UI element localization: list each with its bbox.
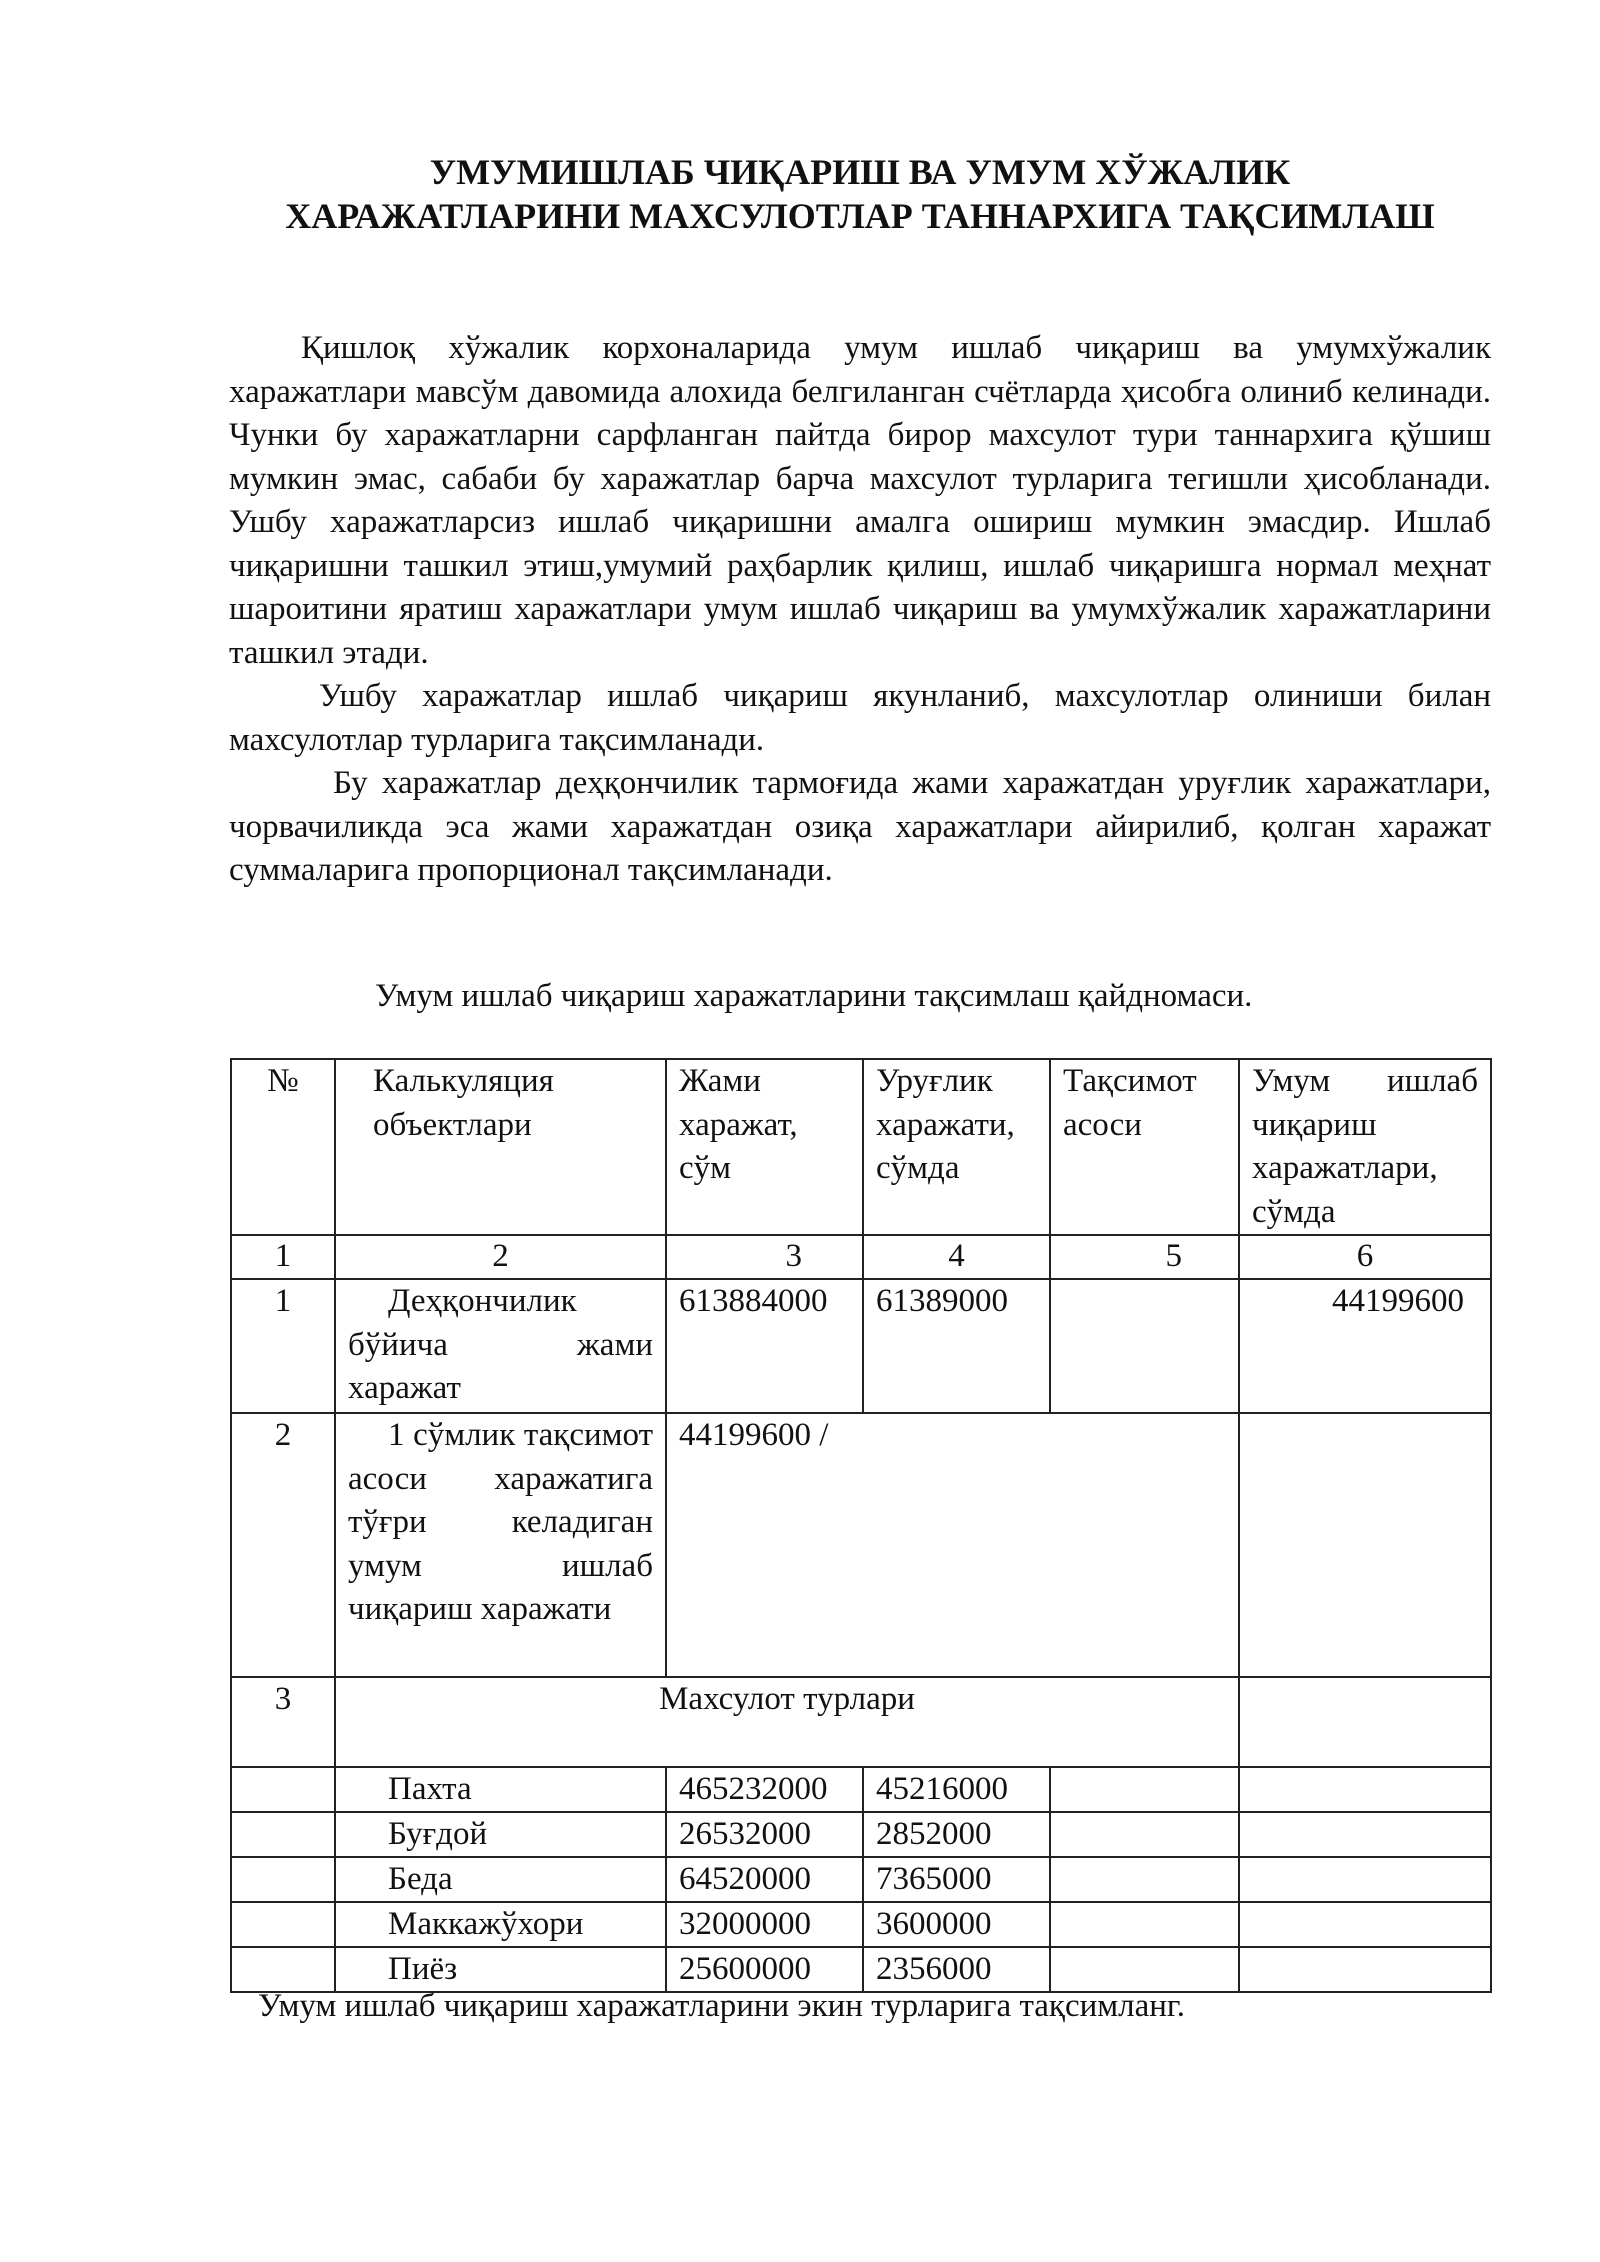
- assignment-text: Умум ишлаб чиқариш харажатларини экин турларига тақсимланг.: [258, 1988, 1185, 2024]
- general-cost-cell: 44199600: [1239, 1279, 1491, 1413]
- column-number-2: 2: [335, 1235, 666, 1279]
- table-row: [231, 1279, 1491, 1413]
- crop-total-cost: 465232000: [666, 1767, 863, 1812]
- basis-cell: [1050, 1279, 1239, 1413]
- header-basis: Тақсимот асоси: [1050, 1059, 1239, 1235]
- crop-name: Беда: [335, 1857, 666, 1902]
- crop-name: Пахта: [335, 1767, 666, 1812]
- empty-cell: [231, 1857, 335, 1902]
- empty-cell: [231, 1902, 335, 1947]
- empty-cell: [1239, 1902, 1491, 1947]
- crop-total-cost: 32000000: [666, 1902, 863, 1947]
- row-label: 1 сўмлик тақсимот асоси харажатига тўғри келадиган умум ишлаб чиқариш харажати: [335, 1413, 666, 1677]
- row-label: Деҳқончилик бўйича жами харажат: [335, 1279, 666, 1413]
- body-text: [229, 327, 1491, 893]
- table-row: [231, 1413, 1491, 1677]
- crop-total-cost: 64520000: [666, 1857, 863, 1902]
- header-object: [335, 1059, 666, 1235]
- ratio-cell: 44199600 /: [666, 1413, 1239, 1677]
- table-caption: Умум ишлаб чиқариш харажатларини тақсимлаш қайдномаси.: [375, 978, 1253, 1014]
- crop-total-cost: 26532000: [666, 1812, 863, 1857]
- table-row: [231, 1767, 1491, 1812]
- empty-cell: [1239, 1413, 1491, 1677]
- empty-cell: [231, 1812, 335, 1857]
- seed-cost-cell: 61389000: [863, 1279, 1050, 1413]
- total-cost-cell: 613884000: [666, 1279, 863, 1413]
- row-number: 2: [231, 1413, 335, 1677]
- column-number-1: 1: [231, 1235, 335, 1279]
- crop-name: Буғдой: [335, 1812, 666, 1857]
- column-number-row: [231, 1235, 1491, 1279]
- crop-name: Пиёз: [335, 1947, 666, 1992]
- column-number-3: 3: [666, 1235, 863, 1279]
- title-line-2: ХАРАЖАТЛАРИНИ МАХСУЛОТЛАР ТАННАРХИГА ТАҚСИМЛАШ: [285, 196, 1435, 236]
- crop-total-cost: 25600000: [666, 1947, 863, 1992]
- column-number-5: 5: [1050, 1235, 1239, 1279]
- table-row: [231, 1812, 1491, 1857]
- table-row: [231, 1902, 1491, 1947]
- header-object-text: Калькуляция объектлари: [373, 1063, 554, 1143]
- crop-seed-cost: 3600000: [863, 1902, 1050, 1947]
- empty-cell: [1050, 1812, 1239, 1857]
- empty-cell: [1239, 1767, 1491, 1812]
- product-types-heading: Махсулот турлари: [335, 1677, 1239, 1767]
- title-line-1: УМУМИШЛАБ ЧИҚАРИШ ВА УМУМ ХЎЖАЛИК: [429, 152, 1291, 192]
- crop-seed-cost: 7365000: [863, 1857, 1050, 1902]
- crop-seed-cost: 2852000: [863, 1812, 1050, 1857]
- empty-cell: [1050, 1857, 1239, 1902]
- row-number: 1: [231, 1279, 335, 1413]
- empty-cell: [1239, 1947, 1491, 1992]
- row-number: 3: [231, 1677, 335, 1767]
- column-number-6: 6: [1239, 1235, 1491, 1279]
- table-row: [231, 1857, 1491, 1902]
- crop-seed-cost: 45216000: [863, 1767, 1050, 1812]
- table-row: [231, 1677, 1491, 1767]
- header-total: Жами харажат, сўм: [666, 1059, 863, 1235]
- empty-cell: [1239, 1812, 1491, 1857]
- empty-cell: [1239, 1677, 1491, 1767]
- empty-cell: [1050, 1902, 1239, 1947]
- paragraph-3: Бу харажатлар деҳқончилик тармоғида жами харажатдан уруғлик харажатлари, чорвачиликда эса жами харажатдан озиқа харажатлари айирилиб, қолган харажат суммаларига пропорционал тақсимланади.: [229, 765, 1491, 888]
- column-number-4: 4: [863, 1235, 1050, 1279]
- crop-name: Маккажўхори: [335, 1902, 666, 1947]
- table-header-row: [231, 1059, 1491, 1235]
- paragraph-1: Қишлоқ хўжалик корхоналарида умум ишлаб чиқариш ва умумхўжалик харажатлари мавсўм давомида алохида белгиланган счётларда ҳисобга олиниб келинади. Чунки бу харажатларни сарфланган пайтда бирор махсулот тури таннархига қўшиш мумкин эмас, сабаби бу харажатлар барча махсулот турларига тегишли ҳисобланади. Ушбу харажатларсиз ишлаб чиқаришни амалга ошириш мумкин эмасдир. Ишлаб чиқаришни ташкил этиш,умумий раҳбарлик қилиш, ишлаб чиқаришга нормал меҳнат шароитини яратиш харажатлари умум ишлаб чиқариш ва умумхўжалик харажатларини ташкил этади.: [229, 330, 1491, 671]
- header-seed: Уруғлик харажати, сўмда: [863, 1059, 1050, 1235]
- header-number: №: [231, 1059, 335, 1235]
- empty-cell: [1050, 1767, 1239, 1812]
- crop-seed-cost: 2356000: [863, 1947, 1050, 1992]
- document-title: [180, 150, 1540, 238]
- empty-cell: [1239, 1857, 1491, 1902]
- empty-cell: [231, 1767, 335, 1812]
- paragraph-2: Ушбу харажатлар ишлаб чиқариш якунланиб, махсулотлар олиниши билан махсулотлар турларига тақсимланади.: [229, 678, 1491, 758]
- header-general: Умум ишлаб чиқариш харажатлари, сўмда: [1239, 1059, 1491, 1235]
- allocation-table: [230, 1058, 1492, 1993]
